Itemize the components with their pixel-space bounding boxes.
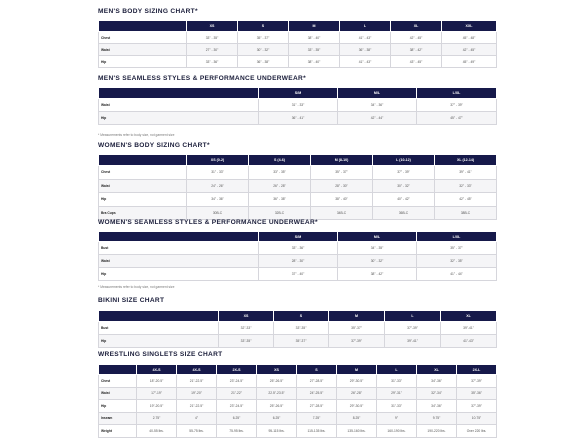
measurement-cell: 29"-31"	[377, 387, 417, 400]
table-row	[99, 255, 497, 268]
measurement-cell: 39" - 41"	[435, 166, 497, 180]
corner-cell	[99, 88, 259, 99]
size-table	[98, 154, 497, 220]
row-label: Weight	[99, 425, 137, 438]
corner-cell	[99, 21, 187, 32]
measurement-cell: 37"-39"	[457, 400, 497, 413]
measurement-cell: 32"-33"	[219, 322, 274, 335]
corner-cell	[99, 232, 259, 242]
row-label: Waist	[99, 99, 259, 112]
measurement-cell: 28" - 30"	[259, 255, 338, 268]
header-row	[99, 21, 497, 32]
section-title: WOMEN'S SEAMLESS STYLES & PERFORMANCE UNDERWEAR*	[98, 219, 318, 226]
measurement-cell: 35"-37"	[329, 322, 385, 335]
measurement-cell: 17"-19"	[137, 387, 177, 400]
table-row	[99, 322, 497, 335]
corner-cell	[99, 155, 187, 166]
measurement-cell: 38" - 42"	[338, 268, 417, 281]
measurement-cell: 42" - 44"	[338, 112, 417, 125]
measurement-cell: 21"-22.5"	[177, 375, 217, 388]
table-row	[99, 206, 497, 220]
table-row	[99, 166, 497, 180]
footnote: * Measurements refer to body size, not garment size	[98, 285, 175, 289]
measurement-cell: 32B-C	[249, 206, 311, 220]
measurement-cell: 38" - 40"	[311, 193, 373, 207]
size-table	[98, 310, 497, 348]
size-header: S/M	[259, 232, 338, 242]
measurement-cell: 38" - 42"	[391, 44, 442, 56]
measurement-cell: 42" - 45"	[391, 32, 442, 44]
measurement-cell: 33" - 35"	[289, 44, 340, 56]
measurement-cell: 115-135 lbs.	[297, 425, 337, 438]
measurement-cell: 33" - 36"	[187, 56, 238, 68]
table-row	[99, 56, 497, 68]
row-label: Hip	[99, 400, 137, 413]
table-row	[99, 32, 497, 44]
measurement-cell: 34" - 35"	[338, 242, 417, 255]
measurement-cell: 4"	[177, 412, 217, 425]
measurement-cell: 9"	[377, 412, 417, 425]
size-header: XS	[257, 365, 297, 375]
measurement-cell: 7.25"	[297, 412, 337, 425]
size-header: 2X-S	[217, 365, 257, 375]
measurement-cell: 10.75"	[457, 412, 497, 425]
measurement-cell: 29"-30.5"	[337, 400, 377, 413]
measurement-cell: 25"-26.5"	[257, 375, 297, 388]
row-label: Bra Cups	[99, 206, 187, 220]
measurement-cell: 42" - 45"	[442, 44, 497, 56]
measurement-cell: 39"-41"	[441, 322, 497, 335]
row-label: Hip	[99, 112, 259, 125]
size-header: S (4-6)	[249, 155, 311, 166]
size-header: XL (12-14)	[435, 155, 497, 166]
measurement-cell: 45" - 49"	[442, 56, 497, 68]
measurement-cell: 26" - 28"	[249, 179, 311, 193]
section-title: WOMEN'S BODY SIZING CHART*	[98, 142, 210, 149]
measurement-cell: 18"-20.5"	[137, 375, 177, 388]
measurement-cell: 135-160 lbs.	[337, 425, 377, 438]
measurement-cell: 36B-C	[373, 206, 435, 220]
mens-seamless-section	[98, 75, 496, 137]
header-row	[99, 311, 497, 322]
header-row	[99, 88, 497, 99]
measurement-cell: 31"-33"	[377, 375, 417, 388]
bikini-section	[98, 297, 496, 348]
measurement-cell: 33" - 35"	[249, 166, 311, 180]
measurement-cell: 34B-C	[311, 206, 373, 220]
row-label: Hip	[99, 56, 187, 68]
measurement-cell: 6.25"	[217, 412, 257, 425]
size-header: M/L	[338, 232, 417, 242]
measurement-cell: 36" - 41"	[259, 112, 338, 125]
measurement-cell: 35" - 37"	[238, 32, 289, 44]
measurement-cell: 21"-22"	[217, 387, 257, 400]
row-label: Chest	[99, 32, 187, 44]
table-row	[99, 99, 497, 112]
row-label: Waist	[99, 387, 137, 400]
table-row	[99, 193, 497, 207]
measurement-cell: 95-115 lbs.	[257, 425, 297, 438]
section-title: MEN'S SEAMLESS STYLES & PERFORMANCE UNDERWEAR*	[98, 75, 306, 82]
measurement-cell: 35"-37"	[274, 335, 329, 348]
measurement-cell: 38B-C	[435, 206, 497, 220]
measurement-cell: 42" - 45"	[435, 193, 497, 207]
measurement-cell: 30" - 32"	[338, 255, 417, 268]
row-label: Waist	[99, 179, 187, 193]
header-row	[99, 365, 497, 375]
size-header: XL	[391, 21, 442, 32]
table-row	[99, 268, 497, 281]
row-label: Waist	[99, 44, 187, 56]
size-header: S/M	[259, 88, 338, 99]
measurement-cell: 8.25"	[337, 412, 377, 425]
size-header: XL	[441, 311, 497, 322]
measurement-cell: 33"-35"	[219, 335, 274, 348]
measurement-cell: 25"-26.5"	[257, 400, 297, 413]
size-header: L	[340, 21, 391, 32]
table-row	[99, 335, 497, 348]
measurement-cell: 33" - 35"	[187, 32, 238, 44]
measurement-cell: 37" - 39"	[373, 166, 435, 180]
measurement-cell: 41" - 43"	[340, 56, 391, 68]
womens-body-section	[98, 142, 496, 220]
size-header: M	[337, 365, 377, 375]
measurement-cell: 40-55 lbs.	[137, 425, 177, 438]
measurement-cell: 33"-35"	[274, 322, 329, 335]
measurement-cell: 21"-22.5"	[177, 400, 217, 413]
wrestling-section	[98, 351, 496, 438]
measurement-cell: 9.75"	[417, 412, 457, 425]
measurement-cell: 45" - 48"	[442, 32, 497, 44]
size-header: 4X-S	[177, 365, 217, 375]
measurement-cell: 43" - 45"	[391, 56, 442, 68]
measurement-cell: 55-75 lbs.	[177, 425, 217, 438]
measurement-cell: 30B-C	[187, 206, 249, 220]
measurement-cell: 26"-28"	[337, 387, 377, 400]
measurement-cell: 38" - 40"	[289, 32, 340, 44]
measurement-cell: 37"-39"	[385, 322, 441, 335]
mens-body-section	[98, 8, 496, 68]
row-label: Bust	[99, 242, 259, 255]
row-label: Hip	[99, 335, 219, 348]
measurement-cell: 38" - 40"	[289, 56, 340, 68]
measurement-cell: 45" - 47"	[417, 112, 497, 125]
size-header: 2X-L	[457, 365, 497, 375]
size-header: M	[289, 21, 340, 32]
measurement-cell: Over 220 lbs.	[457, 425, 497, 438]
measurement-cell: 27" - 30"	[187, 44, 238, 56]
measurement-cell: 40" - 42"	[373, 193, 435, 207]
measurement-cell: 37"-39"	[329, 335, 385, 348]
measurement-cell: 36" - 38"	[249, 193, 311, 207]
size-table	[98, 20, 497, 68]
row-label: Bust	[99, 322, 219, 335]
table-row	[99, 179, 497, 193]
size-header: M (8-10)	[311, 155, 373, 166]
measurement-cell: 190-220 lbs.	[417, 425, 457, 438]
measurement-cell: 37" - 40"	[259, 268, 338, 281]
size-header: S	[297, 365, 337, 375]
section-title: WRESTLING SINGLETS SIZE CHART	[98, 351, 223, 358]
measurement-cell: 37"-39"	[457, 375, 497, 388]
measurement-cell: 32"-34"	[417, 387, 457, 400]
table-row	[99, 387, 497, 400]
measurement-cell: 24" - 26"	[187, 179, 249, 193]
size-header: M/L	[338, 88, 417, 99]
measurement-cell: 41"-43"	[441, 335, 497, 348]
measurement-cell: 75-95 lbs.	[217, 425, 257, 438]
corner-cell	[99, 311, 219, 322]
measurement-cell: 160-190 lbs.	[377, 425, 417, 438]
measurement-cell: 35"-36"	[457, 387, 497, 400]
measurement-cell: 35" - 37"	[417, 242, 497, 255]
header-row	[99, 155, 497, 166]
table-row	[99, 242, 497, 255]
measurement-cell: 33" - 36"	[259, 242, 338, 255]
measurement-cell: 36" - 38"	[238, 56, 289, 68]
measurement-cell: 34"-36"	[417, 375, 457, 388]
size-header: M	[329, 311, 385, 322]
size-header: S	[238, 21, 289, 32]
size-header: XS (0-2)	[187, 155, 249, 166]
measurement-cell: 39"-41"	[385, 335, 441, 348]
measurement-cell: 31" - 33"	[259, 99, 338, 112]
measurement-cell: 30" - 32"	[238, 44, 289, 56]
measurement-cell: 34" - 36"	[338, 99, 417, 112]
row-label: Waist	[99, 255, 259, 268]
measurement-cell: 29"-30.5"	[337, 375, 377, 388]
table-row	[99, 44, 497, 56]
measurement-cell: 27"-28.5"	[297, 400, 337, 413]
size-header: S	[274, 311, 329, 322]
section-title: BIKINI SIZE CHART	[98, 297, 165, 304]
measurement-cell: 41" - 43"	[340, 32, 391, 44]
row-label: Chest	[99, 375, 137, 388]
row-label: Hip	[99, 193, 187, 207]
measurement-cell: 31" - 33"	[187, 166, 249, 180]
measurement-cell: 31"-33"	[377, 400, 417, 413]
measurement-cell: 24"-25.5"	[297, 387, 337, 400]
table-row	[99, 400, 497, 413]
size-header: L (10-12)	[373, 155, 435, 166]
size-header: L/XL	[417, 232, 497, 242]
table-row	[99, 375, 497, 388]
table-row	[99, 425, 497, 438]
size-header: XXL	[442, 21, 497, 32]
measurement-cell: 36" - 38"	[340, 44, 391, 56]
corner-cell	[99, 365, 137, 375]
measurement-cell: 27"-28.5"	[297, 375, 337, 388]
size-header: XL	[417, 365, 457, 375]
measurement-cell: 6.25"	[257, 412, 297, 425]
measurement-cell: 28" - 30"	[311, 179, 373, 193]
row-label: Hip	[99, 268, 259, 281]
measurement-cell: 37" - 39"	[417, 99, 497, 112]
measurement-cell: 35" - 37"	[311, 166, 373, 180]
womens-seamless-section	[98, 219, 496, 289]
size-table	[98, 364, 497, 438]
size-header: XS	[187, 21, 238, 32]
size-header: L	[385, 311, 441, 322]
header-row	[99, 232, 497, 242]
measurement-cell: 22.5"-23.5"	[257, 387, 297, 400]
size-table	[98, 87, 497, 125]
section-title: MEN'S BODY SIZING CHART*	[98, 8, 198, 15]
measurement-cell: 23"-24.5"	[217, 400, 257, 413]
size-table	[98, 231, 497, 281]
table-row	[99, 112, 497, 125]
measurement-cell: 34" - 36"	[187, 193, 249, 207]
measurement-cell: 19"-20"	[177, 387, 217, 400]
measurement-cell: 32" - 35"	[417, 255, 497, 268]
size-header: 4X-S	[137, 365, 177, 375]
measurement-cell: 19"-20.5"	[137, 400, 177, 413]
row-label: Chest	[99, 166, 187, 180]
measurement-cell: 34"-36"	[417, 400, 457, 413]
size-header: L	[377, 365, 417, 375]
row-label: Inseam	[99, 412, 137, 425]
measurement-cell: 23"-24.5"	[217, 375, 257, 388]
measurement-cell: 32" - 33"	[435, 179, 497, 193]
measurement-cell: 30" - 32"	[373, 179, 435, 193]
table-row	[99, 412, 497, 425]
size-header: XS	[219, 311, 274, 322]
footnote: * Measurements refer to body size, not garment size	[98, 133, 175, 137]
size-header: L/XL	[417, 88, 497, 99]
measurement-cell: 2.75"	[137, 412, 177, 425]
measurement-cell: 41" - 44"	[417, 268, 497, 281]
